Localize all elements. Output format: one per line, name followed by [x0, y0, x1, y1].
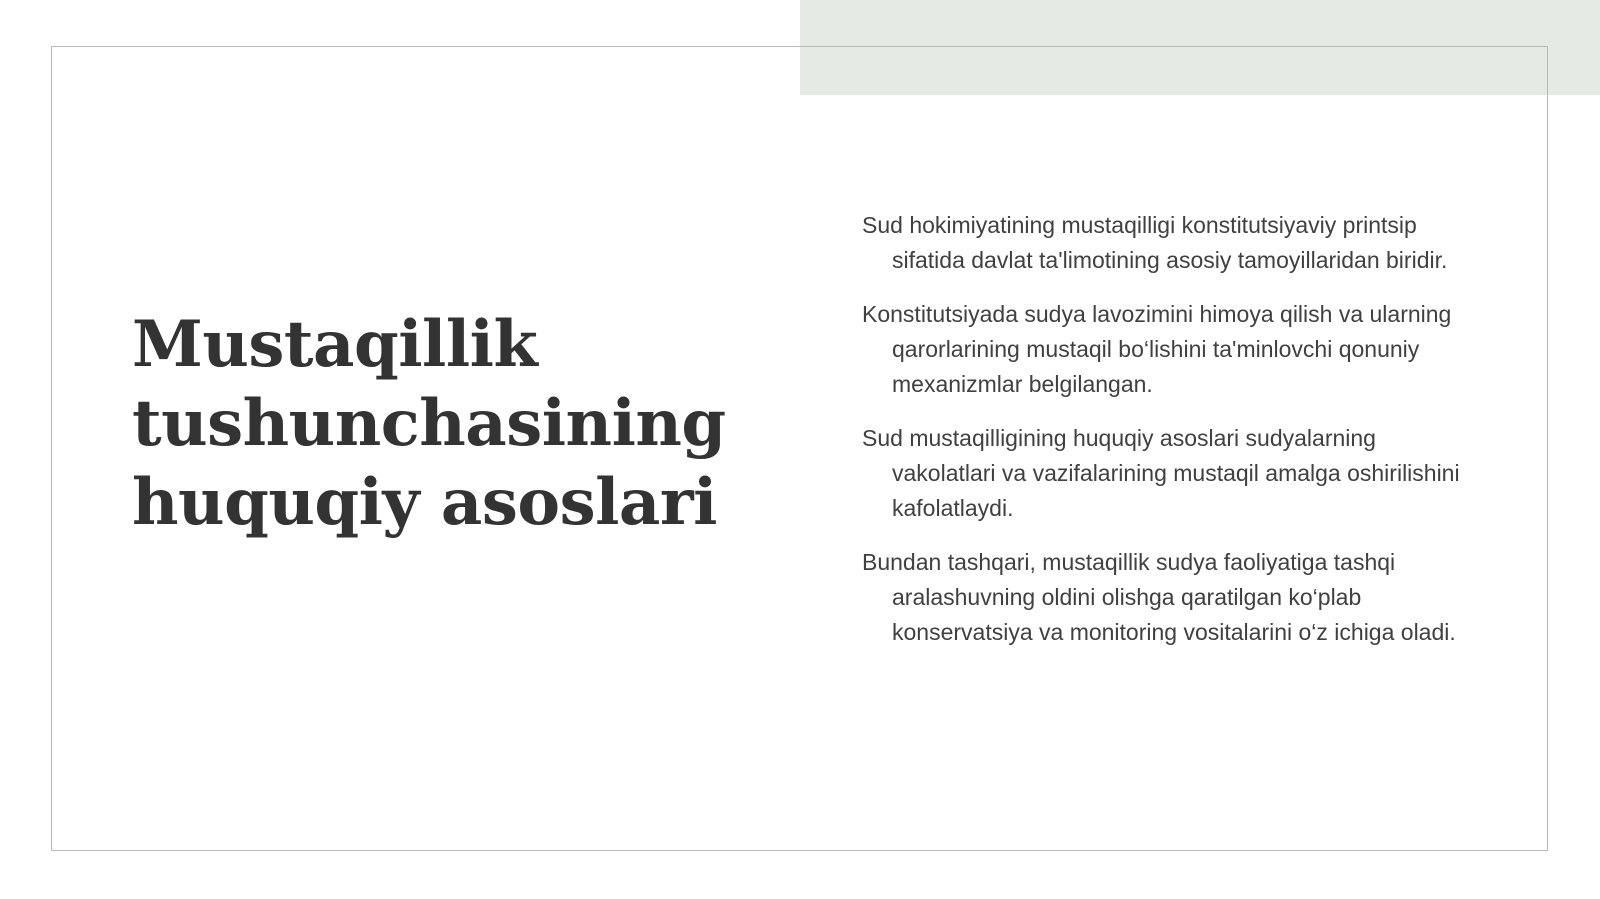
paragraph-2: Konstitutsiyada sudya lavozimini himoya qilish va ularning qarorlarining mustaqil bo‘lishini ta'minlovchi qonuniy mexanizmlar belgilangan.	[862, 301, 1452, 397]
slide-title: Mustaqillik tushunchasining huquqiy asoslari	[132, 307, 726, 540]
paragraph-3: Sud mustaqilligining huquqiy asoslari sudyalarning vakolatlari va vazifalarining mustaqil amalga oshirilishini kafolatlaydi.	[862, 425, 1460, 521]
paragraph-1: Sud hokimiyatining mustaqilligi konstitutsiyaviy printsip sifatida davlat ta'limotining asosiy tamoyillaridan biridir.	[862, 212, 1448, 273]
paragraph-4: Bundan tashqari, mustaqillik sudya faoliyatiga tashqi aralashuvning oldini olishga qaratilgan ko‘plab konservatsiya va monitoring vositalarini o‘z ichiga oladi.	[862, 549, 1456, 645]
body-text	[862, 208, 1462, 669]
